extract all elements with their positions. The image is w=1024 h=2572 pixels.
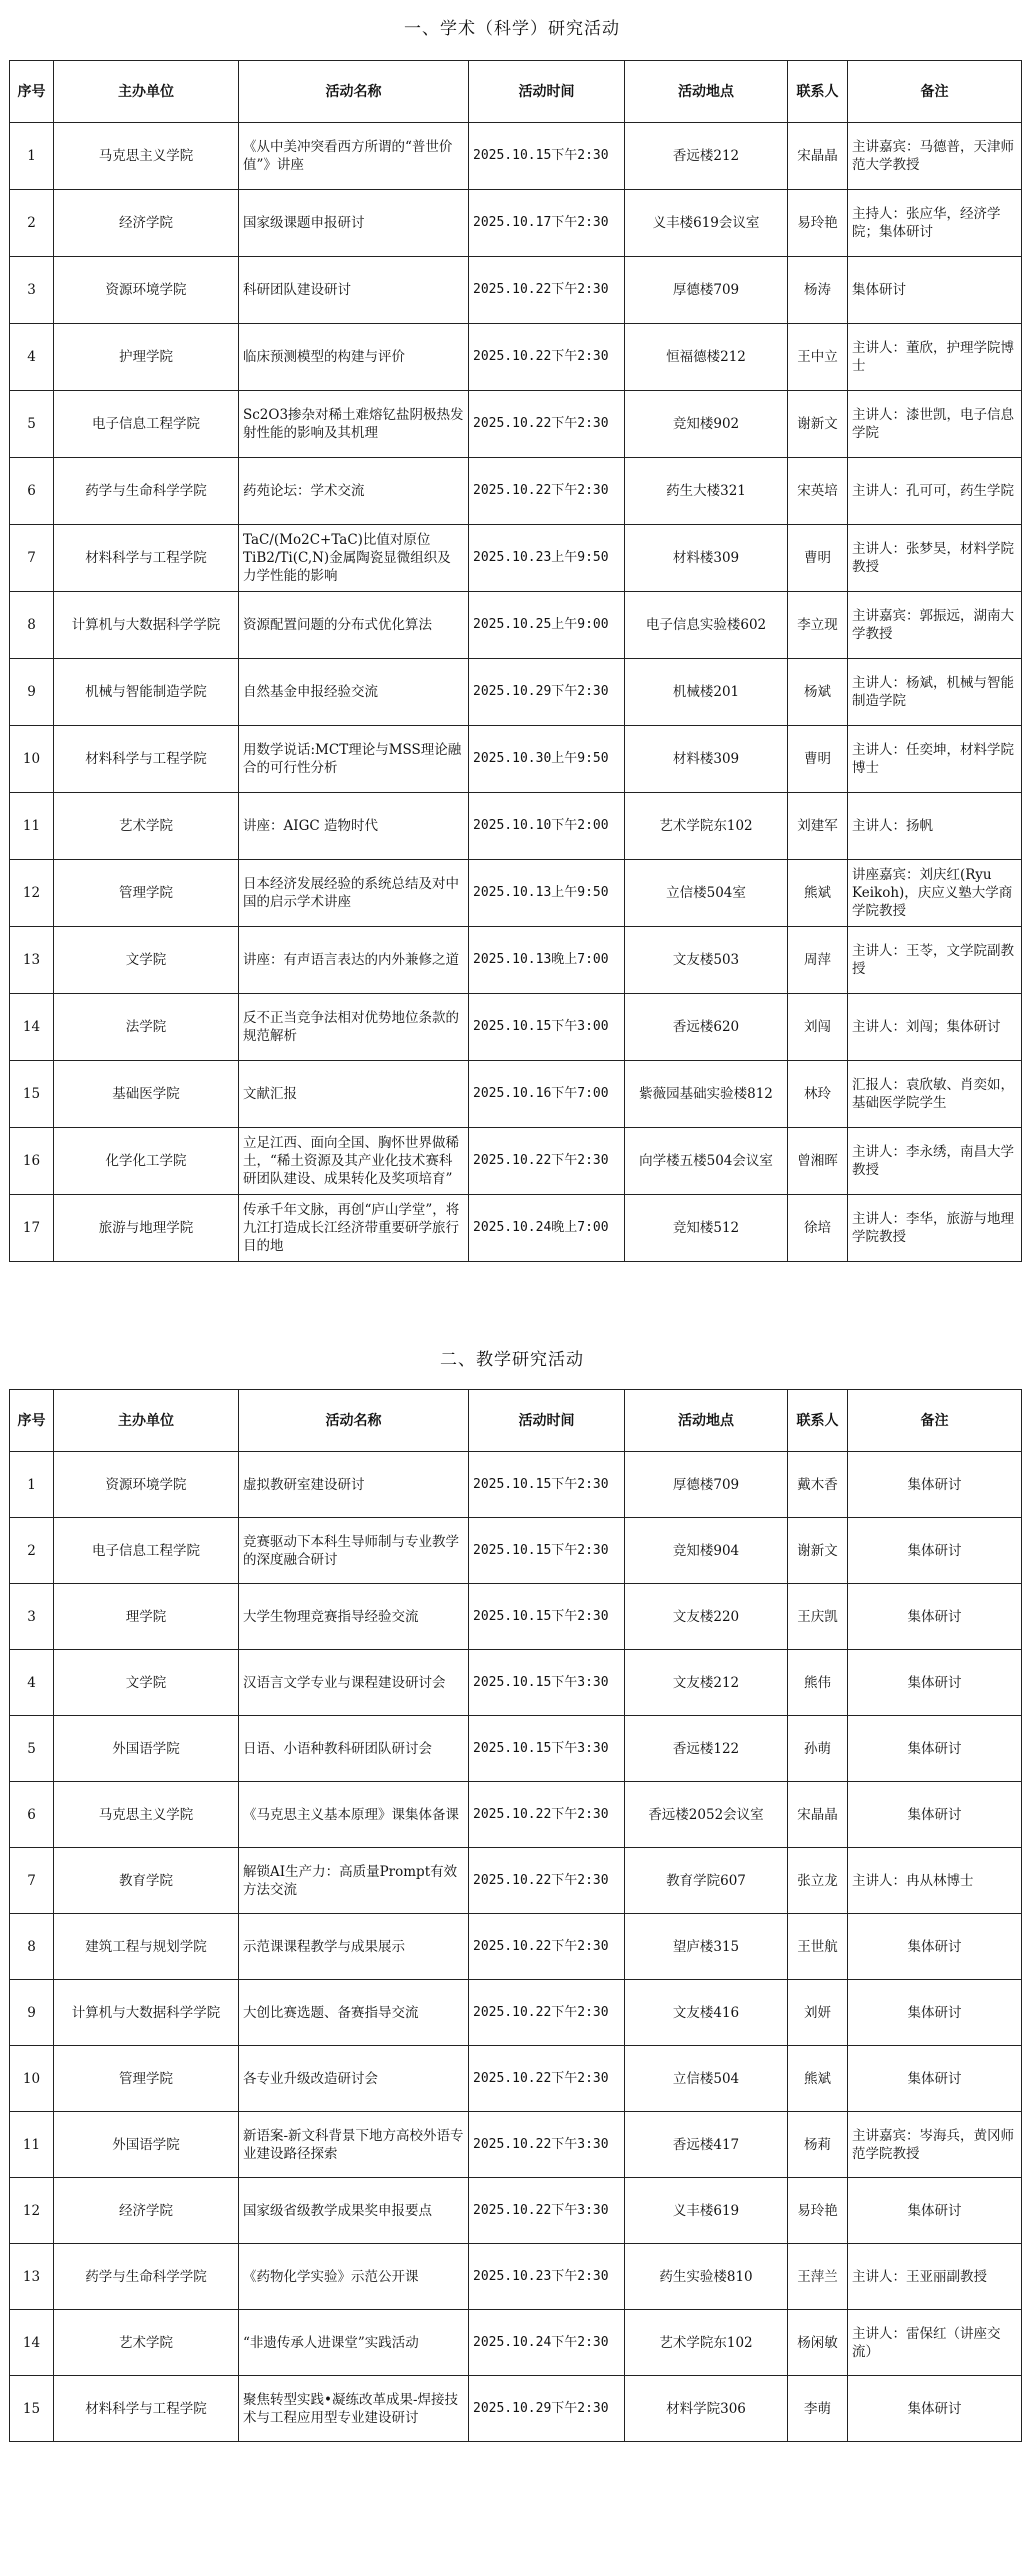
cell-notes: 集体研讨 bbox=[848, 1914, 1022, 1980]
cell-location: 义丰楼619 bbox=[625, 2178, 788, 2244]
cell-contact: 林玲 bbox=[788, 1061, 848, 1128]
table-row bbox=[10, 1782, 1022, 1848]
table-row bbox=[10, 1650, 1022, 1716]
table-header-row bbox=[10, 1390, 1022, 1452]
cell-organizer: 材料科学与工程学院 bbox=[54, 2376, 239, 2442]
cell-time: 2025.10.17下午2:30 bbox=[469, 190, 625, 257]
cell-notes: 主讲人：孔可可，药生学院 bbox=[848, 458, 1022, 525]
cell-organizer: 文学院 bbox=[54, 1650, 239, 1716]
cell-organizer: 护理学院 bbox=[54, 324, 239, 391]
cell-location: 材料楼309 bbox=[625, 525, 788, 592]
cell-index: 10 bbox=[10, 2046, 54, 2112]
cell-organizer: 建筑工程与规划学院 bbox=[54, 1914, 239, 1980]
cell-time: 2025.10.23下午2:30 bbox=[469, 2244, 625, 2310]
cell-organizer: 基础医学院 bbox=[54, 1061, 239, 1128]
cell-organizer: 文学院 bbox=[54, 927, 239, 994]
cell-time: 2025.10.22下午2:30 bbox=[469, 1980, 625, 2046]
cell-notes: 主讲人：王苓，文学院副教授 bbox=[848, 927, 1022, 994]
cell-time: 2025.10.29下午2:30 bbox=[469, 659, 625, 726]
cell-notes: 主讲人：扬帆 bbox=[848, 793, 1022, 860]
cell-contact: 戴木香 bbox=[788, 1452, 848, 1518]
cell-location: 文友楼416 bbox=[625, 1980, 788, 2046]
cell-activity-name: 国家级课题申报研讨 bbox=[239, 190, 469, 257]
cell-organizer: 外国语学院 bbox=[54, 2112, 239, 2178]
table-row bbox=[10, 1452, 1022, 1518]
cell-activity-name: 传承千年文脉，再创“庐山学堂”，将九江打造成长江经济带重要研学旅行目的地 bbox=[239, 1195, 469, 1262]
cell-location: 紫薇园基础实验楼812 bbox=[625, 1061, 788, 1128]
cell-index: 13 bbox=[10, 927, 54, 994]
cell-location: 材料楼309 bbox=[625, 726, 788, 793]
table-row bbox=[10, 2310, 1022, 2376]
cell-time: 2025.10.22下午2:30 bbox=[469, 458, 625, 525]
table-row bbox=[10, 994, 1022, 1061]
cell-activity-name: 虚拟教研室建设研讨 bbox=[239, 1452, 469, 1518]
cell-index: 12 bbox=[10, 2178, 54, 2244]
table-row bbox=[10, 1518, 1022, 1584]
cell-contact: 李立现 bbox=[788, 592, 848, 659]
cell-time: 2025.10.29下午2:30 bbox=[469, 2376, 625, 2442]
section-2-title: 二、教学研究活动 bbox=[440, 1350, 584, 1370]
cell-contact: 孙萌 bbox=[788, 1716, 848, 1782]
cell-activity-name: 新语案-新文科背景下地方高校外语专业建设路径探索 bbox=[239, 2112, 469, 2178]
cell-time: 2025.10.24晚上7:00 bbox=[469, 1195, 625, 1262]
cell-activity-name: 临床预测模型的构建与评价 bbox=[239, 324, 469, 391]
table-row bbox=[10, 1848, 1022, 1914]
cell-notes: 主讲嘉宾：郭振远，湖南大学教授 bbox=[848, 592, 1022, 659]
cell-contact: 熊斌 bbox=[788, 2046, 848, 2112]
cell-notes: 讲座嘉宾：刘庆红(Ryu Keikoh)，庆应义塾大学商学院教授 bbox=[848, 860, 1022, 927]
cell-organizer: 机械与智能制造学院 bbox=[54, 659, 239, 726]
table-row bbox=[10, 458, 1022, 525]
cell-notes: 主讲人：雷保红（讲座交流） bbox=[848, 2310, 1022, 2376]
cell-location: 教育学院607 bbox=[625, 1848, 788, 1914]
cell-activity-name: 国家级省级教学成果奖申报要点 bbox=[239, 2178, 469, 2244]
cell-contact: 王萍兰 bbox=[788, 2244, 848, 2310]
cell-activity-name: 解锁AI生产力：高质量Prompt有效方法交流 bbox=[239, 1848, 469, 1914]
cell-activity-name: 日本经济发展经验的系统总结及对中国的启示学术讲座 bbox=[239, 860, 469, 927]
cell-location: 香远楼122 bbox=[625, 1716, 788, 1782]
cell-contact: 熊斌 bbox=[788, 860, 848, 927]
cell-index: 5 bbox=[10, 1716, 54, 1782]
cell-index: 15 bbox=[10, 2376, 54, 2442]
cell-location: 机械楼201 bbox=[625, 659, 788, 726]
cell-notes: 主持人：张应华，经济学院；集体研讨 bbox=[848, 190, 1022, 257]
cell-time: 2025.10.30上午9:50 bbox=[469, 726, 625, 793]
table-row bbox=[10, 525, 1022, 592]
cell-location: 药生大楼321 bbox=[625, 458, 788, 525]
cell-location: 文友楼220 bbox=[625, 1584, 788, 1650]
cell-activity-name: 《马克思主义基本原理》课集体备课 bbox=[239, 1782, 469, 1848]
cell-organizer: 经济学院 bbox=[54, 190, 239, 257]
cell-time: 2025.10.22下午2:30 bbox=[469, 1848, 625, 1914]
cell-contact: 杨闲敏 bbox=[788, 2310, 848, 2376]
cell-notes: 集体研讨 bbox=[848, 2376, 1022, 2442]
cell-location: 药生实验楼810 bbox=[625, 2244, 788, 2310]
table-row bbox=[10, 324, 1022, 391]
header-notes: 备注 bbox=[848, 1390, 1022, 1452]
cell-activity-name: 《从中美冲突看西方所谓的“普世价值”》讲座 bbox=[239, 123, 469, 190]
table-row bbox=[10, 1128, 1022, 1195]
cell-index: 14 bbox=[10, 2310, 54, 2376]
header-contact: 联系人 bbox=[788, 1390, 848, 1452]
cell-organizer: 理学院 bbox=[54, 1584, 239, 1650]
cell-activity-name: 日语、小语种教科研团队研讨会 bbox=[239, 1716, 469, 1782]
cell-notes: 主讲人：李永绣，南昌大学教授 bbox=[848, 1128, 1022, 1195]
cell-index: 6 bbox=[10, 1782, 54, 1848]
cell-organizer: 管理学院 bbox=[54, 860, 239, 927]
cell-location: 向学楼五楼504会议室 bbox=[625, 1128, 788, 1195]
cell-organizer: 化学化工学院 bbox=[54, 1128, 239, 1195]
cell-contact: 王庆凯 bbox=[788, 1584, 848, 1650]
table-row bbox=[10, 793, 1022, 860]
cell-time: 2025.10.22下午2:30 bbox=[469, 391, 625, 458]
table-row bbox=[10, 2178, 1022, 2244]
table-row bbox=[10, 1584, 1022, 1650]
cell-activity-name: 药苑论坛：学术交流 bbox=[239, 458, 469, 525]
cell-organizer: 计算机与大数据科学学院 bbox=[54, 592, 239, 659]
cell-contact: 刘妍 bbox=[788, 1980, 848, 2046]
cell-contact: 宋晶晶 bbox=[788, 123, 848, 190]
cell-location: 义丰楼619会议室 bbox=[625, 190, 788, 257]
cell-organizer: 管理学院 bbox=[54, 2046, 239, 2112]
cell-time: 2025.10.23上午9:50 bbox=[469, 525, 625, 592]
cell-notes: 集体研讨 bbox=[848, 2046, 1022, 2112]
table-row bbox=[10, 592, 1022, 659]
cell-location: 竞知楼904 bbox=[625, 1518, 788, 1584]
cell-time: 2025.10.15下午2:30 bbox=[469, 1518, 625, 1584]
table-row bbox=[10, 1195, 1022, 1262]
table-row bbox=[10, 860, 1022, 927]
cell-activity-name: 汉语言文学专业与课程建设研讨会 bbox=[239, 1650, 469, 1716]
cell-organizer: 材料科学与工程学院 bbox=[54, 726, 239, 793]
cell-index: 2 bbox=[10, 190, 54, 257]
cell-index: 15 bbox=[10, 1061, 54, 1128]
cell-contact: 谢新文 bbox=[788, 1518, 848, 1584]
cell-organizer: 计算机与大数据科学学院 bbox=[54, 1980, 239, 2046]
cell-location: 望庐楼315 bbox=[625, 1914, 788, 1980]
cell-notes: 主讲人：漆世凯，电子信息学院 bbox=[848, 391, 1022, 458]
cell-index: 8 bbox=[10, 1914, 54, 1980]
cell-time: 2025.10.15下午2:30 bbox=[469, 1584, 625, 1650]
cell-location: 厚德楼709 bbox=[625, 1452, 788, 1518]
header-index: 序号 bbox=[10, 61, 54, 123]
cell-notes: 集体研讨 bbox=[848, 1584, 1022, 1650]
cell-notes: 主讲人：李华，旅游与地理学院教授 bbox=[848, 1195, 1022, 1262]
cell-time: 2025.10.15下午3:00 bbox=[469, 994, 625, 1061]
cell-location: 恒福德楼212 bbox=[625, 324, 788, 391]
cell-time: 2025.10.15下午3:30 bbox=[469, 1650, 625, 1716]
cell-time: 2025.10.24下午2:30 bbox=[469, 2310, 625, 2376]
cell-location: 竞知楼512 bbox=[625, 1195, 788, 1262]
cell-activity-name: 科研团队建设研讨 bbox=[239, 257, 469, 324]
cell-time: 2025.10.22下午2:30 bbox=[469, 2046, 625, 2112]
cell-time: 2025.10.15下午2:30 bbox=[469, 123, 625, 190]
cell-index: 9 bbox=[10, 1980, 54, 2046]
header-contact: 联系人 bbox=[788, 61, 848, 123]
cell-index: 7 bbox=[10, 1848, 54, 1914]
section-1-title: 一、学术（科学）研究活动 bbox=[404, 19, 620, 39]
cell-index: 1 bbox=[10, 1452, 54, 1518]
cell-location: 立信楼504 bbox=[625, 2046, 788, 2112]
cell-index: 3 bbox=[10, 1584, 54, 1650]
teaching-activities-table bbox=[9, 1389, 1022, 2442]
cell-organizer: 药学与生命科学学院 bbox=[54, 2244, 239, 2310]
table-row bbox=[10, 1914, 1022, 1980]
cell-contact: 周萍 bbox=[788, 927, 848, 994]
cell-activity-name: 文献汇报 bbox=[239, 1061, 469, 1128]
cell-contact: 张立龙 bbox=[788, 1848, 848, 1914]
cell-contact: 刘建军 bbox=[788, 793, 848, 860]
cell-notes: 主讲人：刘闯；集体研讨 bbox=[848, 994, 1022, 1061]
cell-notes: 主讲嘉宾：岑海兵，黄冈师范学院教授 bbox=[848, 2112, 1022, 2178]
cell-index: 12 bbox=[10, 860, 54, 927]
table-row bbox=[10, 257, 1022, 324]
cell-contact: 李萌 bbox=[788, 2376, 848, 2442]
cell-index: 10 bbox=[10, 726, 54, 793]
cell-organizer: 旅游与地理学院 bbox=[54, 1195, 239, 1262]
table-row bbox=[10, 726, 1022, 793]
cell-activity-name: 大创比赛选题、备赛指导交流 bbox=[239, 1980, 469, 2046]
cell-contact: 曾湘晖 bbox=[788, 1128, 848, 1195]
cell-notes: 集体研讨 bbox=[848, 1980, 1022, 2046]
cell-index: 5 bbox=[10, 391, 54, 458]
cell-notes: 集体研讨 bbox=[848, 1452, 1022, 1518]
cell-activity-name: 《药物化学实验》示范公开课 bbox=[239, 2244, 469, 2310]
cell-activity-name: 反不正当竞争法相对优势地位条款的规范解析 bbox=[239, 994, 469, 1061]
cell-organizer: 材料科学与工程学院 bbox=[54, 525, 239, 592]
cell-contact: 刘闯 bbox=[788, 994, 848, 1061]
cell-organizer: 外国语学院 bbox=[54, 1716, 239, 1782]
cell-time: 2025.10.22下午2:30 bbox=[469, 1914, 625, 1980]
cell-index: 14 bbox=[10, 994, 54, 1061]
cell-contact: 熊伟 bbox=[788, 1650, 848, 1716]
cell-activity-name: 聚焦转型实践•凝练改革成果-焊接技术与工程应用型专业建设研讨 bbox=[239, 2376, 469, 2442]
cell-organizer: 艺术学院 bbox=[54, 793, 239, 860]
cell-contact: 王世航 bbox=[788, 1914, 848, 1980]
cell-notes: 主讲嘉宾：马德普，天津师范大学教授 bbox=[848, 123, 1022, 190]
cell-location: 厚德楼709 bbox=[625, 257, 788, 324]
cell-contact: 杨斌 bbox=[788, 659, 848, 726]
cell-notes: 主讲人：任奕坤，材料学院博士 bbox=[848, 726, 1022, 793]
cell-index: 3 bbox=[10, 257, 54, 324]
cell-location: 竞知楼902 bbox=[625, 391, 788, 458]
cell-location: 艺术学院东102 bbox=[625, 2310, 788, 2376]
table-row bbox=[10, 123, 1022, 190]
cell-contact: 徐培 bbox=[788, 1195, 848, 1262]
cell-notes: 主讲人：董欣，护理学院博士 bbox=[848, 324, 1022, 391]
header-time: 活动时间 bbox=[469, 1390, 625, 1452]
cell-activity-name: 自然基金申报经验交流 bbox=[239, 659, 469, 726]
cell-notes: 集体研讨 bbox=[848, 1782, 1022, 1848]
cell-organizer: 资源环境学院 bbox=[54, 257, 239, 324]
table-row bbox=[10, 2376, 1022, 2442]
cell-index: 11 bbox=[10, 2112, 54, 2178]
cell-time: 2025.10.22下午3:30 bbox=[469, 2178, 625, 2244]
cell-organizer: 马克思主义学院 bbox=[54, 1782, 239, 1848]
cell-contact: 谢新文 bbox=[788, 391, 848, 458]
cell-index: 9 bbox=[10, 659, 54, 726]
cell-location: 材料学院306 bbox=[625, 2376, 788, 2442]
cell-contact: 宋英培 bbox=[788, 458, 848, 525]
cell-contact: 王中立 bbox=[788, 324, 848, 391]
cell-time: 2025.10.25上午9:00 bbox=[469, 592, 625, 659]
cell-time: 2025.10.22下午2:30 bbox=[469, 257, 625, 324]
cell-organizer: 法学院 bbox=[54, 994, 239, 1061]
cell-time: 2025.10.10下午2:00 bbox=[469, 793, 625, 860]
cell-activity-name: 讲座：有声语言表达的内外兼修之道 bbox=[239, 927, 469, 994]
cell-location: 艺术学院东102 bbox=[625, 793, 788, 860]
cell-location: 电子信息实验楼602 bbox=[625, 592, 788, 659]
cell-location: 文友楼212 bbox=[625, 1650, 788, 1716]
header-activity-name: 活动名称 bbox=[239, 1390, 469, 1452]
header-activity-name: 活动名称 bbox=[239, 61, 469, 123]
cell-index: 17 bbox=[10, 1195, 54, 1262]
cell-contact: 杨莉 bbox=[788, 2112, 848, 2178]
cell-index: 13 bbox=[10, 2244, 54, 2310]
cell-activity-name: “非遗传承人进课堂”实践活动 bbox=[239, 2310, 469, 2376]
cell-activity-name: 大学生物理竞赛指导经验交流 bbox=[239, 1584, 469, 1650]
academic-activities-table bbox=[9, 60, 1022, 1262]
cell-organizer: 电子信息工程学院 bbox=[54, 1518, 239, 1584]
header-time: 活动时间 bbox=[469, 61, 625, 123]
cell-time: 2025.10.22下午3:30 bbox=[469, 2112, 625, 2178]
cell-organizer: 药学与生命科学学院 bbox=[54, 458, 239, 525]
cell-index: 7 bbox=[10, 525, 54, 592]
header-index: 序号 bbox=[10, 1390, 54, 1452]
cell-notes: 主讲人：杨斌，机械与智能制造学院 bbox=[848, 659, 1022, 726]
cell-index: 2 bbox=[10, 1518, 54, 1584]
cell-organizer: 经济学院 bbox=[54, 2178, 239, 2244]
cell-notes: 集体研讨 bbox=[848, 1716, 1022, 1782]
cell-time: 2025.10.22下午2:30 bbox=[469, 324, 625, 391]
cell-notes: 汇报人：袁欣敏、肖奕如，基础医学院学生 bbox=[848, 1061, 1022, 1128]
header-organizer: 主办单位 bbox=[54, 1390, 239, 1452]
table-row bbox=[10, 927, 1022, 994]
cell-index: 16 bbox=[10, 1128, 54, 1195]
cell-organizer: 教育学院 bbox=[54, 1848, 239, 1914]
cell-time: 2025.10.15下午2:30 bbox=[469, 1452, 625, 1518]
cell-activity-name: 立足江西、面向全国、胸怀世界做稀土，“稀土资源及其产业化技术赛科研团队建设、成果转化及奖项培育” bbox=[239, 1128, 469, 1195]
cell-activity-name: Sc2O3掺杂对稀土难熔钇盐阴极热发射性能的影响及其机理 bbox=[239, 391, 469, 458]
table-row bbox=[10, 2112, 1022, 2178]
header-notes: 备注 bbox=[848, 61, 1022, 123]
cell-index: 6 bbox=[10, 458, 54, 525]
cell-notes: 主讲人：王亚丽副教授 bbox=[848, 2244, 1022, 2310]
cell-location: 香远楼212 bbox=[625, 123, 788, 190]
table-row bbox=[10, 1061, 1022, 1128]
cell-organizer: 马克思主义学院 bbox=[54, 123, 239, 190]
cell-contact: 曹明 bbox=[788, 525, 848, 592]
cell-contact: 曹明 bbox=[788, 726, 848, 793]
cell-index: 1 bbox=[10, 123, 54, 190]
cell-notes: 主讲人：冉从林博士 bbox=[848, 1848, 1022, 1914]
cell-activity-name: 各专业升级改造研讨会 bbox=[239, 2046, 469, 2112]
cell-time: 2025.10.13上午9:50 bbox=[469, 860, 625, 927]
cell-organizer: 艺术学院 bbox=[54, 2310, 239, 2376]
cell-location: 香远楼2052会议室 bbox=[625, 1782, 788, 1848]
cell-time: 2025.10.22下午2:30 bbox=[469, 1128, 625, 1195]
header-organizer: 主办单位 bbox=[54, 61, 239, 123]
cell-index: 11 bbox=[10, 793, 54, 860]
table-row bbox=[10, 2244, 1022, 2310]
cell-activity-name: 竞赛驱动下本科生导师制与专业教学的深度融合研讨 bbox=[239, 1518, 469, 1584]
cell-activity-name: 资源配置问题的分布式优化算法 bbox=[239, 592, 469, 659]
cell-contact: 杨涛 bbox=[788, 257, 848, 324]
table-row bbox=[10, 2046, 1022, 2112]
cell-index: 8 bbox=[10, 592, 54, 659]
cell-location: 文友楼503 bbox=[625, 927, 788, 994]
cell-contact: 易玲艳 bbox=[788, 2178, 848, 2244]
cell-index: 4 bbox=[10, 1650, 54, 1716]
cell-location: 香远楼417 bbox=[625, 2112, 788, 2178]
table-row bbox=[10, 1716, 1022, 1782]
header-location: 活动地点 bbox=[625, 61, 788, 123]
cell-contact: 宋晶晶 bbox=[788, 1782, 848, 1848]
cell-contact: 易玲艳 bbox=[788, 190, 848, 257]
cell-activity-name: TaC/(Mo2C+TaC)比值对原位TiB2/Ti(C,N)金属陶瓷显微组织及力学性能的影响 bbox=[239, 525, 469, 592]
cell-notes: 主讲人：张梦昊，材料学院教授 bbox=[848, 525, 1022, 592]
cell-time: 2025.10.15下午3:30 bbox=[469, 1716, 625, 1782]
cell-activity-name: 用数学说话:MCT理论与MSS理论融合的可行性分析 bbox=[239, 726, 469, 793]
cell-activity-name: 讲座：AIGC 造物时代 bbox=[239, 793, 469, 860]
cell-notes: 集体研讨 bbox=[848, 2178, 1022, 2244]
cell-organizer: 资源环境学院 bbox=[54, 1452, 239, 1518]
table-row bbox=[10, 659, 1022, 726]
cell-activity-name: 示范课课程教学与成果展示 bbox=[239, 1914, 469, 1980]
cell-notes: 集体研讨 bbox=[848, 257, 1022, 324]
table-row bbox=[10, 1980, 1022, 2046]
cell-location: 香远楼620 bbox=[625, 994, 788, 1061]
table-row bbox=[10, 391, 1022, 458]
header-location: 活动地点 bbox=[625, 1390, 788, 1452]
cell-index: 4 bbox=[10, 324, 54, 391]
table-header-row bbox=[10, 61, 1022, 123]
cell-location: 立信楼504室 bbox=[625, 860, 788, 927]
table-row bbox=[10, 190, 1022, 257]
cell-notes: 集体研讨 bbox=[848, 1650, 1022, 1716]
cell-time: 2025.10.13晚上7:00 bbox=[469, 927, 625, 994]
cell-notes: 集体研讨 bbox=[848, 1518, 1022, 1584]
cell-time: 2025.10.16下午7:00 bbox=[469, 1061, 625, 1128]
cell-time: 2025.10.22下午2:30 bbox=[469, 1782, 625, 1848]
cell-organizer: 电子信息工程学院 bbox=[54, 391, 239, 458]
